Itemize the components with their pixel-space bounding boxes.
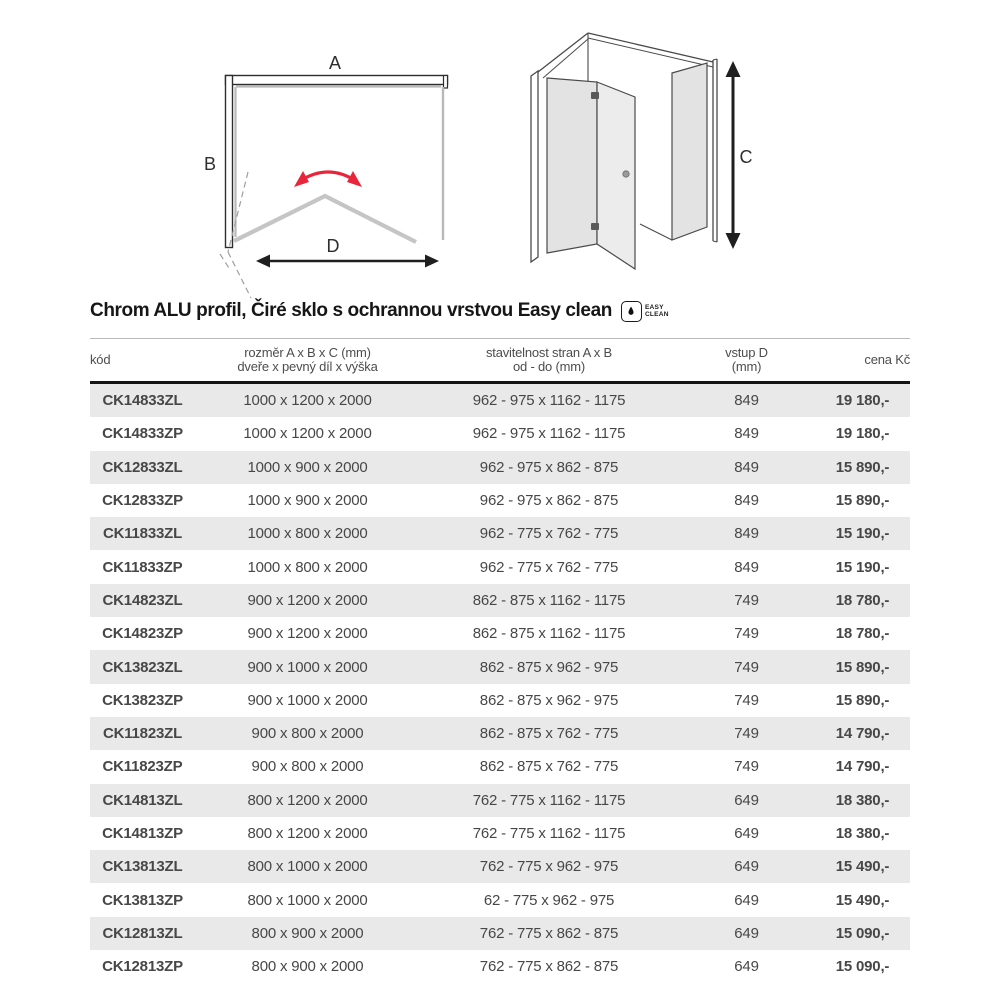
price-value: 15 190,- [835,558,890,576]
product-code: CK14833ZL [102,392,183,410]
table-row [90,584,910,617]
product-code: CK11833ZP [102,558,183,576]
right-fixed-panel [672,63,707,240]
price-value: 15 090,- [835,924,890,942]
price-value: 14 790,- [835,758,890,776]
entry-width-value: 649 [734,924,759,942]
price-value: 15 490,- [835,891,890,909]
table-row [90,817,910,850]
dimensions-value: 1000 x 900 x 2000 [247,492,368,510]
price-value: 15 890,- [835,658,890,676]
dimensions-value: 800 x 900 x 2000 [251,958,364,976]
entry-width-value: 849 [734,425,759,443]
adjustability-value: 862 - 875 x 962 - 975 [479,658,619,676]
table-row [90,417,910,450]
col-header-kod: kód [90,339,195,383]
product-code: CK11833ZL [102,525,183,543]
entry-width-value: 849 [734,392,759,410]
dimensions-value: 800 x 900 x 2000 [251,924,364,942]
product-code: CK12813ZL [102,924,183,942]
product-code: CK12833ZP [102,492,183,510]
col-header-vstup: vstup D (mm) [678,339,815,383]
table-row [90,717,910,750]
wall-profile-b [226,76,233,248]
entry-width-value: 849 [734,558,759,576]
product-code: CK12813ZP [102,958,183,976]
entry-width-value: 649 [734,825,759,842]
dimensions-value: 1000 x 1200 x 2000 [243,392,372,410]
easy-clean-badge [621,301,669,322]
product-code: CK11823ZP [102,758,183,776]
door-panel [597,82,635,269]
price-value: 19 180,- [835,425,890,443]
table-row [90,650,910,683]
hinge-bottom-icon [591,223,599,230]
entry-width-value: 749 [734,591,759,609]
price-value: 18 380,- [835,791,890,809]
adjustability-value: 762 - 775 x 862 - 875 [479,958,619,976]
table-row [90,917,910,950]
dimensions-value: 900 x 1000 x 2000 [247,691,368,709]
page-title: Chrom ALU profil, Čiré sklo s ochrannou vrstvou Easy clean [90,300,612,321]
dimension-b-label: B [203,154,217,174]
adjustability-value: 862 - 875 x 962 - 975 [479,691,619,709]
table-row [90,950,910,983]
adjustability-value: 962 - 975 x 862 - 875 [479,492,619,510]
dimension-a-label: A [328,53,342,73]
product-code: CK13823ZP [102,691,183,709]
price-value: 15 190,- [835,525,890,543]
dimensions-value: 900 x 800 x 2000 [251,758,364,776]
table-row [90,383,910,418]
dimensions-value: 800 x 1200 x 2000 [247,825,368,842]
folding-door-line [234,196,416,242]
dimensions-value: 800 x 1200 x 2000 [247,791,368,809]
dimension-d-arrow [256,255,439,268]
product-code: CK14823ZP [102,625,183,643]
adjustability-value: 762 - 775 x 1162 - 1175 [472,825,626,842]
adjustability-value: 962 - 775 x 762 - 775 [479,525,619,543]
table-row [90,484,910,517]
adjustability-value: 962 - 975 x 862 - 875 [479,458,619,476]
adjustability-value: 62 - 775 x 962 - 975 [483,891,615,909]
adjustability-value: 862 - 875 x 1162 - 1175 [472,625,626,643]
price-value: 15 090,- [835,958,890,976]
entry-width-value: 749 [734,658,759,676]
adjustability-value: 762 - 775 x 1162 - 1175 [472,791,626,809]
entry-width-value: 649 [734,858,759,876]
entry-width-value: 849 [734,525,759,543]
product-code: CK13813ZL [102,858,183,876]
adjustability-value: 962 - 975 x 1162 - 1175 [472,425,626,443]
dimensions-value: 1000 x 800 x 2000 [247,525,368,543]
price-value: 15 490,- [835,858,890,876]
product-code: CK13813ZP [102,891,183,909]
entry-width-value: 849 [734,458,759,476]
col-header-rozmer: rozměr A x B x C (mm) dveře x pevný díl x výška [195,339,420,383]
entry-width-value: 649 [734,891,759,909]
dimension-c-label: C [739,147,753,167]
dimensions-value: 800 x 1000 x 2000 [247,891,368,909]
price-value: 18 380,- [835,825,890,842]
table-row [90,550,910,583]
product-code: CK14813ZL [102,791,183,809]
adjustability-value: 962 - 775 x 762 - 775 [479,558,619,576]
table-header [90,339,910,383]
water-drop-icon [621,301,642,322]
price-value: 18 780,- [835,625,890,643]
table-body [90,383,910,984]
adjustability-value: 862 - 875 x 762 - 775 [479,758,619,776]
entry-width-value: 749 [734,758,759,776]
price-value: 14 790,- [835,725,890,743]
product-code: CK11823ZL [102,725,183,743]
dimensions-value: 1000 x 900 x 2000 [247,458,368,476]
left-wall-profile [531,71,538,262]
table-row [90,617,910,650]
dimensions-value: 800 x 1000 x 2000 [247,858,368,876]
dimensions-value: 1000 x 800 x 2000 [247,558,368,576]
entry-width-value: 749 [734,691,759,709]
price-value: 15 890,- [835,691,890,709]
price-value: 18 780,- [835,591,890,609]
wall-a-end-cap [444,76,448,89]
dimension-c-arrow [726,61,741,249]
door-handle-icon [623,171,629,177]
table-row [90,784,910,817]
col-header-cena: cena Kč [815,339,910,383]
title-row [90,300,912,322]
dimension-d-label: D [326,236,340,256]
folded-panel [547,78,597,253]
price-value: 15 890,- [835,492,890,510]
entry-width-value: 649 [734,958,759,976]
table-row [90,750,910,783]
product-code: CK14833ZP [102,425,183,443]
easy-clean-label: EASY CLEAN [644,303,669,318]
entry-width-value: 649 [734,791,759,809]
product-code: CK12833ZL [102,458,183,476]
product-table [90,338,910,983]
product-code: CK14823ZL [102,591,183,609]
dimensions-value: 900 x 1200 x 2000 [247,591,368,609]
entry-width-value: 849 [734,492,759,510]
adjustability-value: 862 - 875 x 1162 - 1175 [472,591,626,609]
adjustability-value: 962 - 975 x 1162 - 1175 [472,392,626,410]
plan-view-diagram [180,40,470,310]
table-row [90,451,910,484]
adjustability-value: 762 - 775 x 862 - 875 [479,924,619,942]
dimensions-value: 1000 x 1200 x 2000 [243,425,372,443]
iso-view-diagram [500,10,780,300]
adjustability-value: 862 - 875 x 762 - 775 [479,725,619,743]
entry-width-value: 749 [734,725,759,743]
price-value: 15 890,- [835,458,890,476]
hinge-top-icon [591,92,599,99]
product-code: CK14813ZP [102,825,183,842]
col-header-stavitelnost: stavitelnost stran A x B od - do (mm) [420,339,678,383]
dimensions-value: 900 x 800 x 2000 [251,725,364,743]
price-value: 19 180,- [835,392,890,410]
dimensions-value: 900 x 1000 x 2000 [247,658,368,676]
swing-arrow-icon [294,171,362,187]
product-code: CK13823ZL [102,658,183,676]
entry-width-value: 749 [734,625,759,643]
adjustability-value: 762 - 775 x 962 - 975 [479,858,619,876]
table-row [90,850,910,883]
table-row [90,883,910,916]
dimensions-value: 900 x 1200 x 2000 [247,625,368,643]
table-row [90,517,910,550]
table-row [90,684,910,717]
wall-profile-a [226,76,448,85]
